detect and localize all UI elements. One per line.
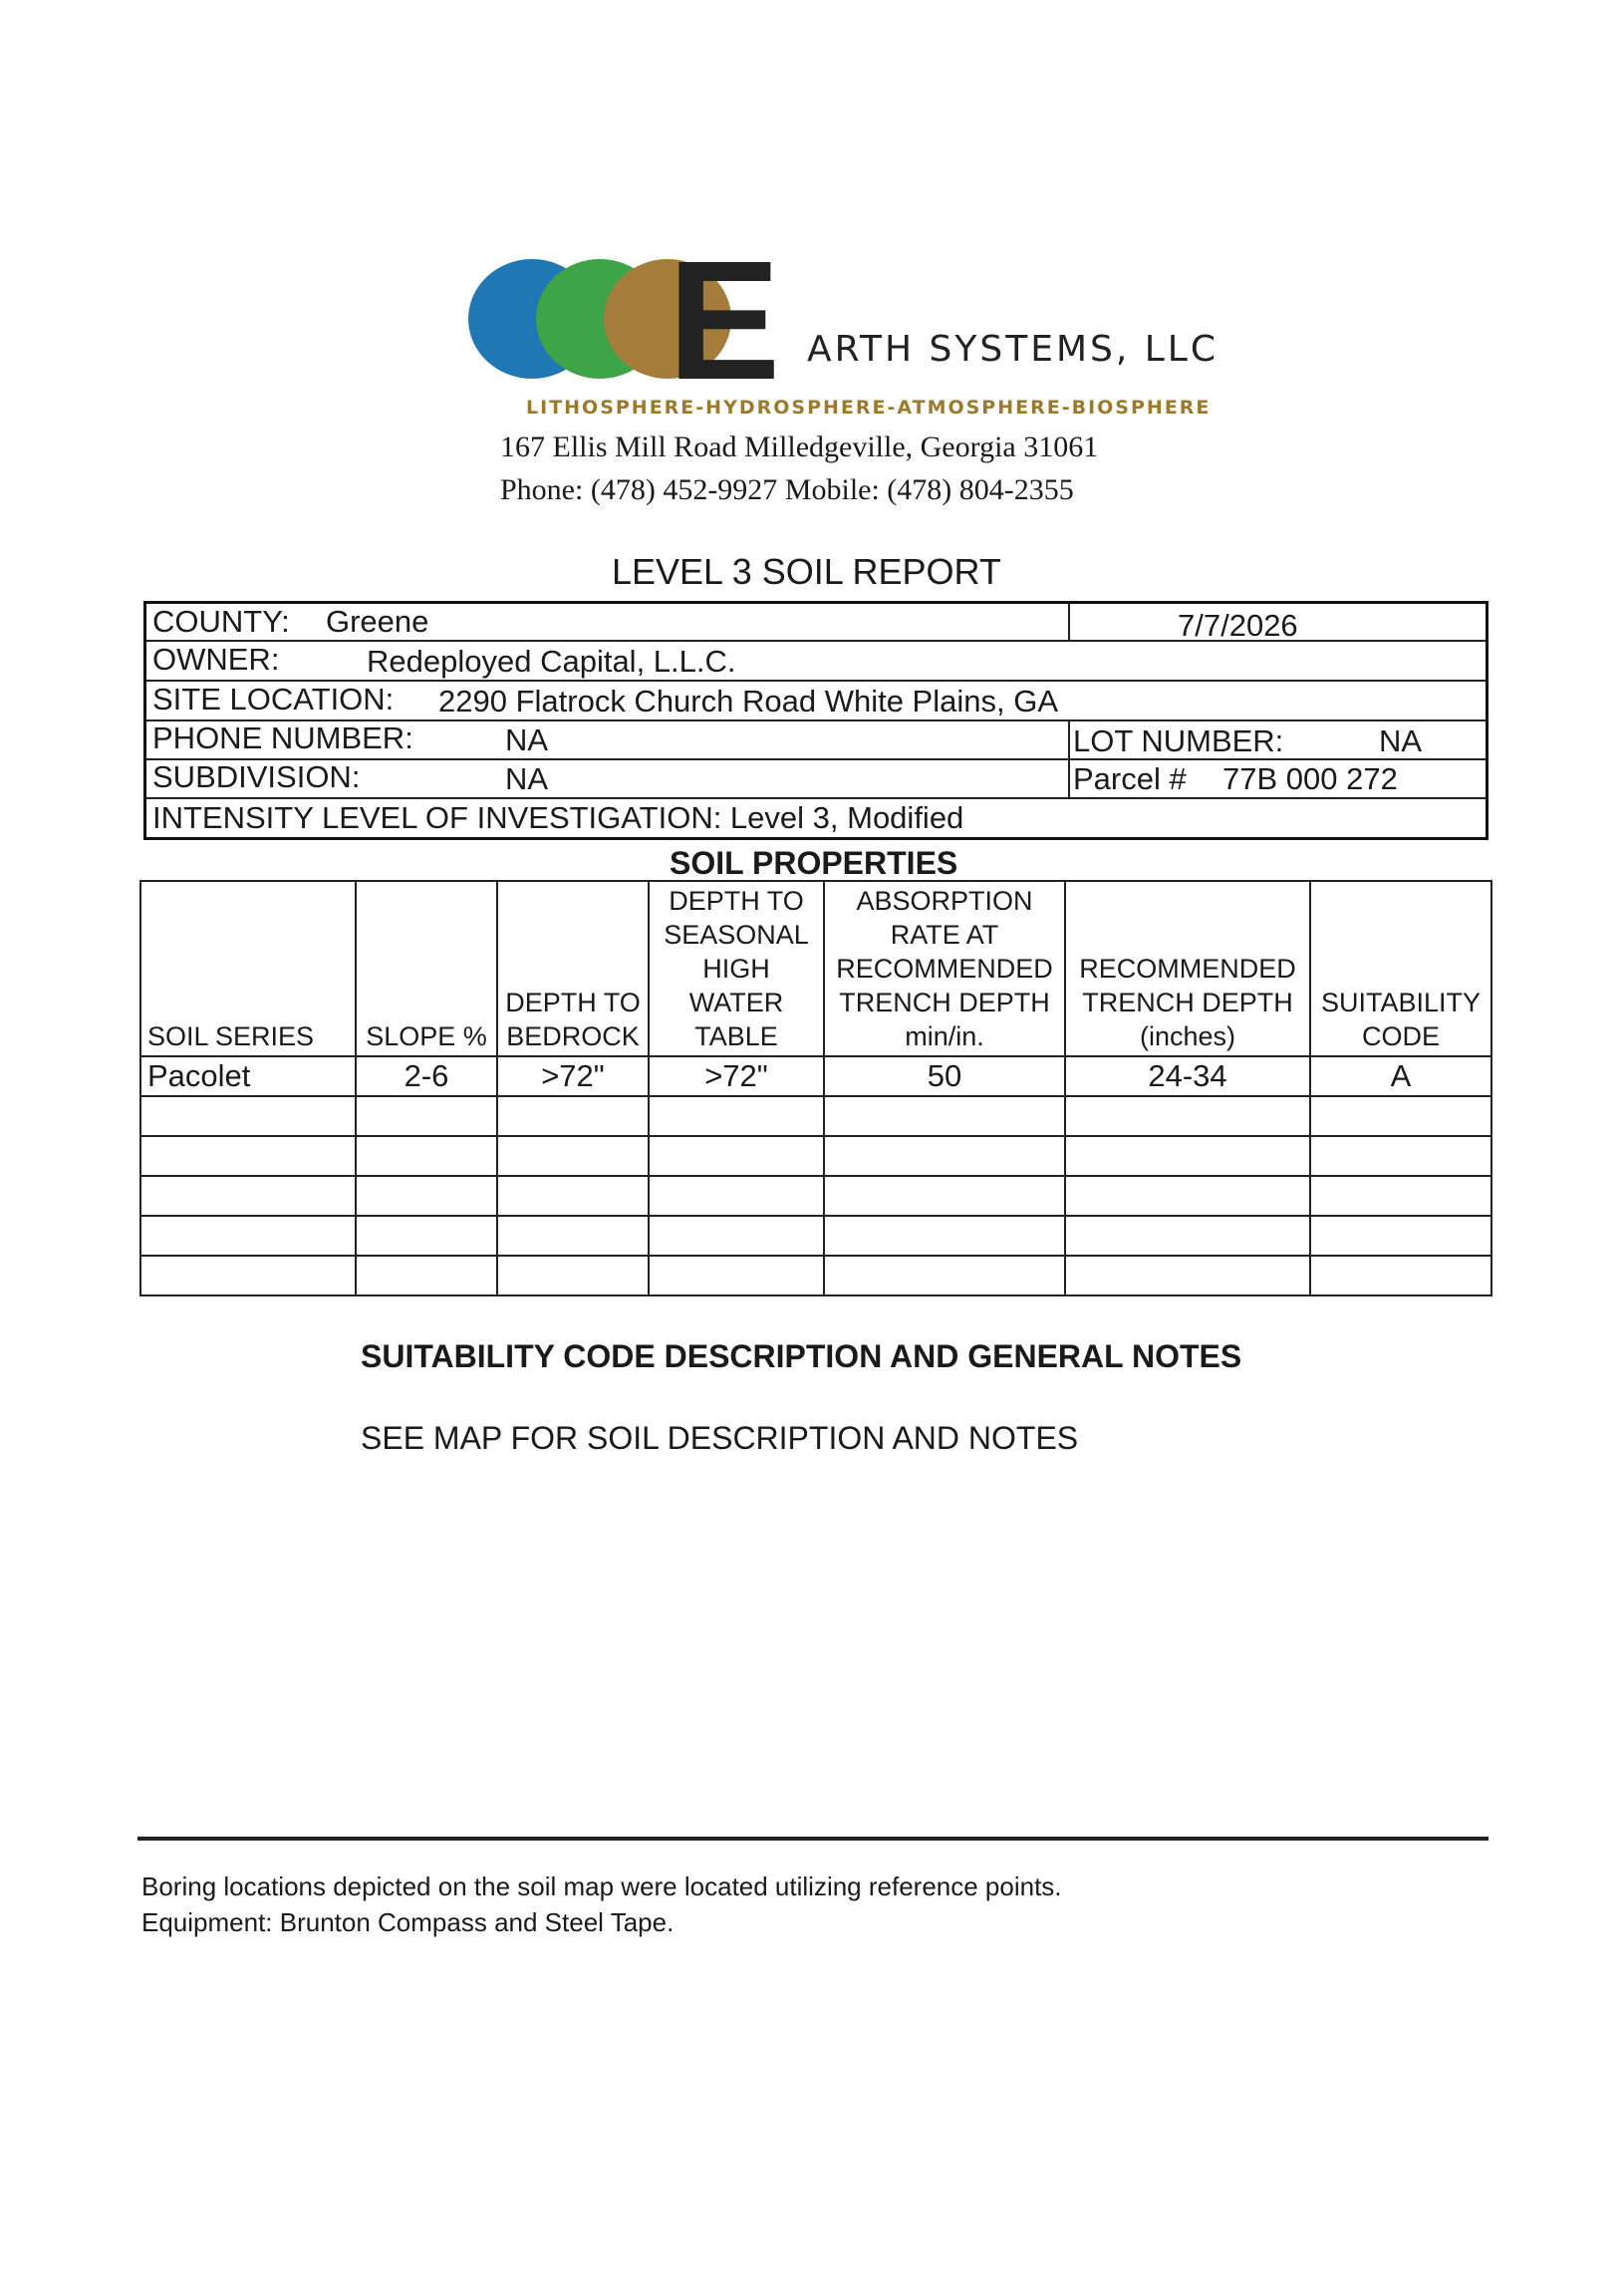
table-cell: [356, 1176, 497, 1216]
table-cell: [497, 1176, 649, 1216]
table-cell: [497, 1096, 649, 1136]
site-location-label: SITE LOCATION:: [152, 682, 395, 717]
lot-number-value: NA: [1379, 723, 1423, 758]
table-cell: [1065, 1256, 1310, 1295]
soil-table-header-row: [140, 881, 1491, 1056]
table-cell: [497, 1256, 649, 1295]
table-cell: [1310, 1216, 1491, 1256]
table-row: [140, 1096, 1491, 1136]
header-suitability-code: SUITABILITY CODE: [1310, 881, 1491, 1056]
table-cell: [824, 1256, 1065, 1295]
subdivision-value: NA: [505, 761, 549, 796]
table-cell: [1310, 1176, 1491, 1216]
table-cell: [356, 1096, 497, 1136]
soil-properties-table: [139, 880, 1492, 1296]
table-cell: [140, 1216, 356, 1256]
info-col-divider: [1068, 719, 1070, 797]
table-cell: [649, 1216, 824, 1256]
county-label: COUNTY:: [152, 604, 290, 639]
soil-properties-title: SOIL PROPERTIES: [670, 845, 958, 881]
table-cell: [824, 1216, 1065, 1256]
report-date: 7/7/2026: [1178, 608, 1298, 643]
table-cell: [356, 1256, 497, 1295]
table-cell: [356, 1136, 497, 1176]
cell-slope: 2-6: [356, 1056, 497, 1096]
parcel-value: 77B 000 272: [1222, 761, 1398, 796]
table-cell: [497, 1216, 649, 1256]
info-row-divider: [146, 797, 1486, 799]
footer-boring-note: Boring locations depicted on the soil map were located utilizing reference points.: [141, 1871, 1062, 1901]
owner-value: Redeployed Capital, L.L.C.: [367, 644, 736, 679]
cell-absorption-rate: 50: [824, 1056, 1065, 1096]
cell-depth-bedrock: >72": [497, 1056, 649, 1096]
notes-title: SUITABILITY CODE DESCRIPTION AND GENERAL NOTES: [361, 1338, 1242, 1374]
table-cell: [649, 1176, 824, 1216]
company-phone: Phone: (478) 452-9927 Mobile: (478) 804-2355: [500, 473, 1074, 506]
lot-number-label: LOT NUMBER:: [1073, 723, 1284, 758]
subdivision-label: SUBDIVISION:: [152, 759, 361, 794]
header-depth-to-bedrock: DEPTH TO BEDROCK: [497, 881, 649, 1056]
table-cell: [1310, 1136, 1491, 1176]
info-col-divider: [1068, 604, 1070, 640]
phone-number-label: PHONE NUMBER:: [152, 720, 413, 755]
cell-suitability-code: A: [1310, 1056, 1491, 1096]
footer-equipment-note: Equipment: Brunton Compass and Steel Tape.: [141, 1907, 675, 1937]
table-cell: [1310, 1256, 1491, 1295]
table-cell: [1065, 1176, 1310, 1216]
table-row: [140, 1136, 1491, 1176]
parcel-label: Parcel #: [1073, 761, 1187, 796]
county-value: Greene: [326, 604, 429, 639]
table-row: [140, 1056, 1491, 1096]
logo-letter: E: [668, 226, 781, 416]
report-title: LEVEL 3 SOIL REPORT: [612, 551, 1001, 592]
header-seasonal-water-table: DEPTH TO SEASONAL HIGH WATER TABLE: [649, 881, 824, 1056]
cell-trench-depth: 24-34: [1065, 1056, 1310, 1096]
header-absorption-rate: ABSORPTION RATE AT RECOMMENDED TRENCH DEPTH min/in.: [824, 881, 1065, 1056]
table-cell: [649, 1256, 824, 1295]
cell-water-table: >72": [649, 1056, 824, 1096]
company-address: 167 Ellis Mill Road Milledgeville, Georgia 31061: [500, 430, 1099, 463]
site-info-box: [143, 601, 1488, 840]
header-slope: SLOPE %: [356, 881, 497, 1056]
table-cell: [140, 1176, 356, 1216]
table-cell: [1065, 1216, 1310, 1256]
company-tagline: LITHOSPHERE-HYDROSPHERE-ATMOSPHERE-BIOSPHERE: [526, 397, 1212, 419]
cell-soil-series: Pacolet: [140, 1056, 356, 1096]
table-row: [140, 1176, 1491, 1216]
company-logo: [468, 226, 797, 416]
table-cell: [1310, 1096, 1491, 1136]
table-cell: [1065, 1136, 1310, 1176]
phone-number-value: NA: [505, 722, 549, 757]
table-row: [140, 1256, 1491, 1295]
company-name: ARTH SYSTEMS, LLC: [807, 329, 1219, 370]
table-cell: [1065, 1096, 1310, 1136]
table-row: [140, 1216, 1491, 1256]
notes-text: SEE MAP FOR SOIL DESCRIPTION AND NOTES: [361, 1420, 1079, 1456]
table-cell: [824, 1176, 1065, 1216]
intensity-level: INTENSITY LEVEL OF INVESTIGATION: Level 3, Modified: [152, 800, 964, 835]
table-cell: [356, 1216, 497, 1256]
header-soil-series: SOIL SERIES: [140, 881, 356, 1056]
table-cell: [824, 1096, 1065, 1136]
site-location-value: 2290 Flatrock Church Road White Plains, GA: [438, 684, 1058, 718]
header-recommended-trench-depth: RECOMMENDED TRENCH DEPTH (inches): [1065, 881, 1310, 1056]
owner-label: OWNER:: [152, 642, 280, 677]
table-cell: [140, 1096, 356, 1136]
table-cell: [824, 1136, 1065, 1176]
table-cell: [649, 1136, 824, 1176]
table-cell: [140, 1136, 356, 1176]
table-cell: [649, 1096, 824, 1136]
footer-divider: [137, 1837, 1488, 1841]
table-cell: [497, 1136, 649, 1176]
table-cell: [140, 1256, 356, 1295]
